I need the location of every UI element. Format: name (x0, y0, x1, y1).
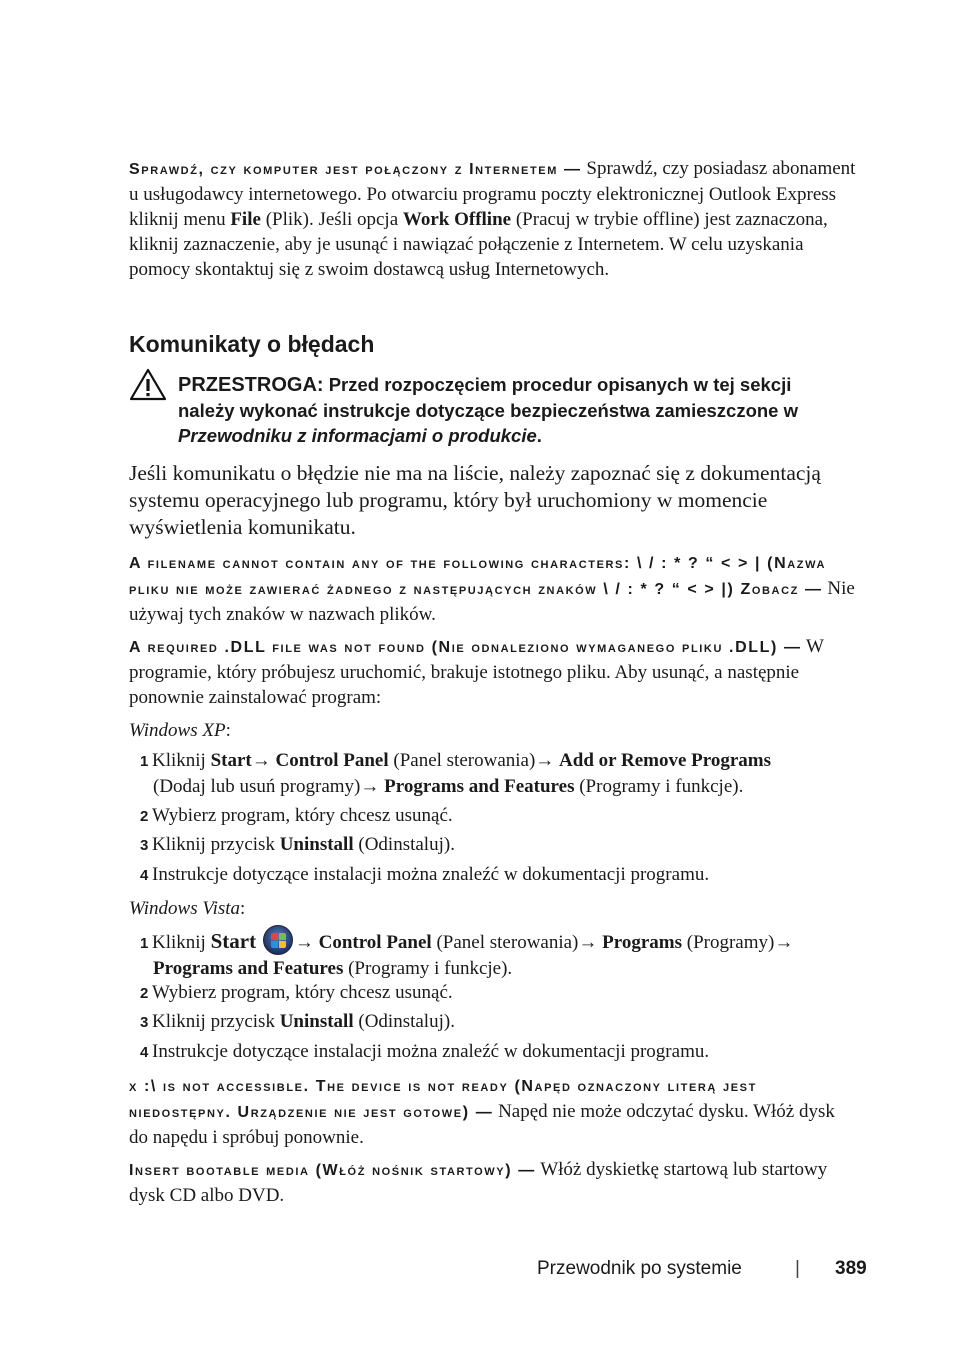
caution-triangle-icon (129, 368, 167, 401)
section-dll-not-found: A required .DLL file was not found (Nie odnaleziono wymaganego pliku .DLL) — W programie, który próbujesz uruchomić, brakuje istotnego pliku. Aby usunąć, a następnie ponownie zainstalować program: (129, 636, 824, 708)
option-work-offline: Work Offline (402, 209, 512, 230)
vista-step-1: 1 Kliknij Start → Control Panel (Panel sterowania)→ Programs (Programy)→ Programs and Features (Programy i funkcje). (140, 925, 840, 981)
xp-step-4: 4 Instrukcje dotyczące instalacji można znaleźć w dokumentacji programu. (140, 864, 710, 885)
section-heading: Insert bootable media (Włóż nośnik startowy) — (129, 1162, 536, 1179)
xp-step-1: 1 Kliknij Start→ Control Panel (Panel sterowania)→ Add or Remove Programs (Dodaj lub usuń programy)→ Programs and Features (Programy i funkcje). (140, 750, 772, 797)
windows-xp-label: Windows XP: (129, 720, 231, 741)
section-insert-bootable-media: Insert bootable media (Włóż nośnik startowy) — Włóż dyskietkę startową lub startowy dysk CD albo DVD. (129, 1159, 828, 1206)
footer-separator: | (795, 1258, 800, 1279)
xp-step-2: 2 Wybierz program, który chcesz usunąć. (140, 805, 453, 826)
caution-label: PRZESTROGA: (178, 374, 324, 396)
vista-step-4: 4 Instrukcje dotyczące instalacji można znaleźć w dokumentacji programu. (140, 1041, 710, 1062)
section-internet-connection (129, 156, 857, 282)
page-heading: Komunikaty o błędach (129, 331, 375, 357)
product-info-guide: Przewodniku z informacjami o produkcie (178, 425, 537, 446)
vista-step-3: 3 Kliknij przycisk Uninstall (Odinstaluj). (140, 1011, 455, 1032)
step-number: 1 (140, 753, 149, 770)
section-drive-not-accessible: x :\ is not accessible. The device is not ready (Napęd oznaczony literą jest niedostępny. Urządzenie nie jest gotowe) — Napęd nie może odczytać dysku. Włóż dysk do napędu i spróbuj ponownie. (129, 1078, 835, 1148)
section-heading: A required .DLL file was not found (Nie odnaleziono wymaganego pliku .DLL) — (129, 639, 802, 656)
page-number: 389 (835, 1258, 867, 1279)
section-heading: Sprawdź, czy komputer jest połączony z Internetem — (129, 161, 582, 178)
xp-step-3: 3 Kliknij przycisk Uninstall (Odinstaluj). (140, 834, 455, 855)
windows-vista-label: Windows Vista: (129, 898, 246, 919)
vista-step-2: 2 Wybierz program, który chcesz usunąć. (140, 982, 453, 1003)
menu-file: File (230, 209, 261, 230)
caution-text: PRZESTROGA: Przed rozpoczęciem procedur opisanych w tej sekcji należy wykonać instrukcje dotyczące bezpieczeństwa zamieszczone w Przewodniku z informacjami o produkcie. (178, 374, 798, 446)
windows-vista-start-icon (263, 925, 293, 955)
section-filename-chars: A filename cannot contain any of the following characters: \ / : * ? “ < > | (Nazwa pliku nie może zawierać żadnego z następujących znaków \ / : * ? “ < > |) Zobacz — Nie używaj tych znaków w nazwach plików. (129, 555, 855, 625)
section-heading: x :\ is not accessible. The device is not ready (Napęd oznaczony literą jest niedostępny. Urządzenie nie jest gotowe) — (129, 1078, 757, 1121)
footer-title: Przewodnik po systemie (537, 1258, 742, 1279)
section-heading: A filename cannot contain any of the following characters: \ / : * ? “ < > | (Nazwa pliku nie może zawierać żadnego z następujących znaków \ / : * ? “ < > |) Zobacz — (129, 555, 827, 598)
intro-paragraph: Jeśli komunikatu o błędzie nie ma na liście, należy zapoznać się z dokumentacją systemu operacyjnego lub programu, który był uruchomiony w momencie wyświetlenia komunikatu. (129, 461, 821, 539)
paragraph: Sprawdź, czy komputer jest połączony z Internetem — Sprawdź, czy posiadasz abonament u usługodawcy internetowego. Po otwarciu programu poczty elektronicznej Outlook Express kliknij menu File (Plik). Jeśli opcja Work Offline (Pracuj w trybie offline) jest zaznaczona, kliknij zaznaczenie, aby je usunąć i nawiązać połączenie z Internetem. W celu uzyskania pomocy skontaktuj się z swoim dostawcą usług Internetowych. (129, 158, 856, 280)
